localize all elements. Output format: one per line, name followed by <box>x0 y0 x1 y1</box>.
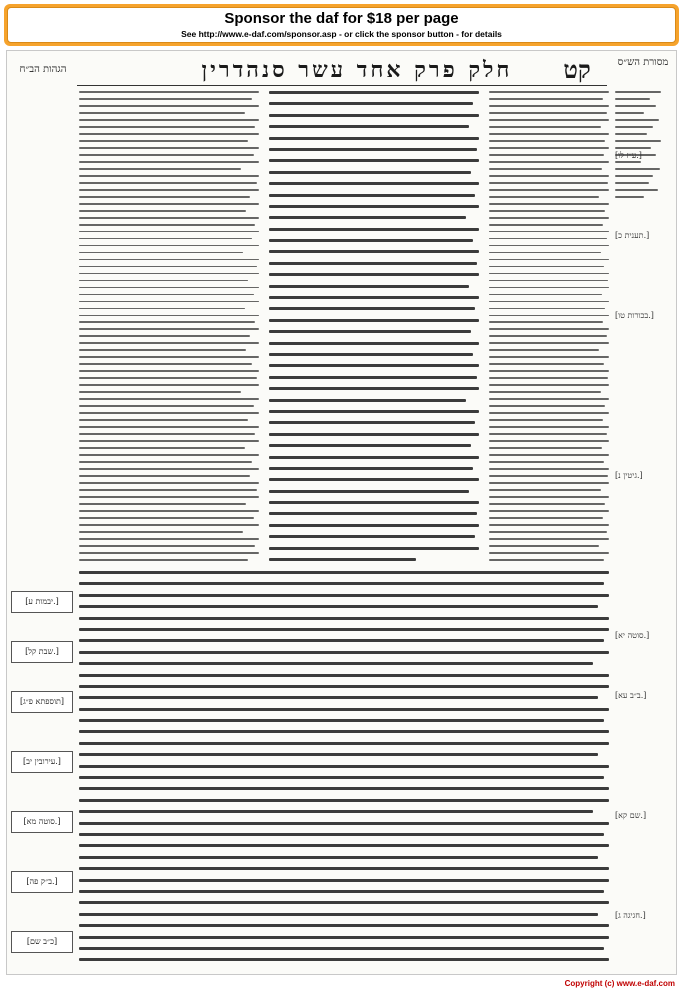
gemara-column <box>269 91 479 561</box>
margin-ref-box: [עירובין יב.] <box>11 751 73 773</box>
masoret-margin <box>615 91 673 971</box>
folio-number: קט <box>563 55 591 84</box>
masoret-label: מסורת הש״ס <box>617 57 669 68</box>
gemara-lower-block <box>79 571 609 961</box>
margin-note: [גיטין נ.] <box>615 471 643 480</box>
sponsor-banner-inner[interactable] <box>7 7 676 43</box>
margin-note: [שם קא.] <box>615 811 647 820</box>
margin-ref-box: [שבת קל.] <box>11 641 73 663</box>
margin-note: [חגיגה ג.] <box>615 911 646 920</box>
margin-note: [תענית כ.] <box>615 231 650 240</box>
margin-note: [ע״ז לו.] <box>615 151 642 160</box>
sponsor-banner[interactable] <box>4 4 679 46</box>
header-rule <box>77 85 607 86</box>
copyright-footer[interactable]: Copyright (c) www.e-daf.com <box>564 979 675 988</box>
running-header: חלק פרק אחד עשר סנהדרין <box>201 57 513 83</box>
tosafot-column <box>79 91 259 561</box>
margin-ref-box: [תוספתא פ״ג] <box>11 691 73 713</box>
margin-ref-box: [סוטה מא.] <box>11 811 73 833</box>
margin-note: [סוטה יא.] <box>615 631 650 640</box>
margin-ref-box: [ב״ק פה.] <box>11 871 73 893</box>
margin-note: [בכורות טו.] <box>615 311 654 320</box>
margin-ref-box: [יבמות ע.] <box>11 591 73 613</box>
talmud-page-scan <box>6 50 677 975</box>
hagahot-label: הגהות הב״ח <box>19 64 67 75</box>
margin-ref-box: [כ״ב שם] <box>11 931 73 953</box>
sponsor-subtitle[interactable]: See http://www.e-daf.com/sponsor.asp - or click the sponsor button - for details <box>181 29 502 39</box>
rashi-column <box>489 91 609 561</box>
sponsor-title[interactable]: Sponsor the daf for $18 per page <box>224 10 459 27</box>
margin-note: [ב״ב עא.] <box>615 691 647 700</box>
